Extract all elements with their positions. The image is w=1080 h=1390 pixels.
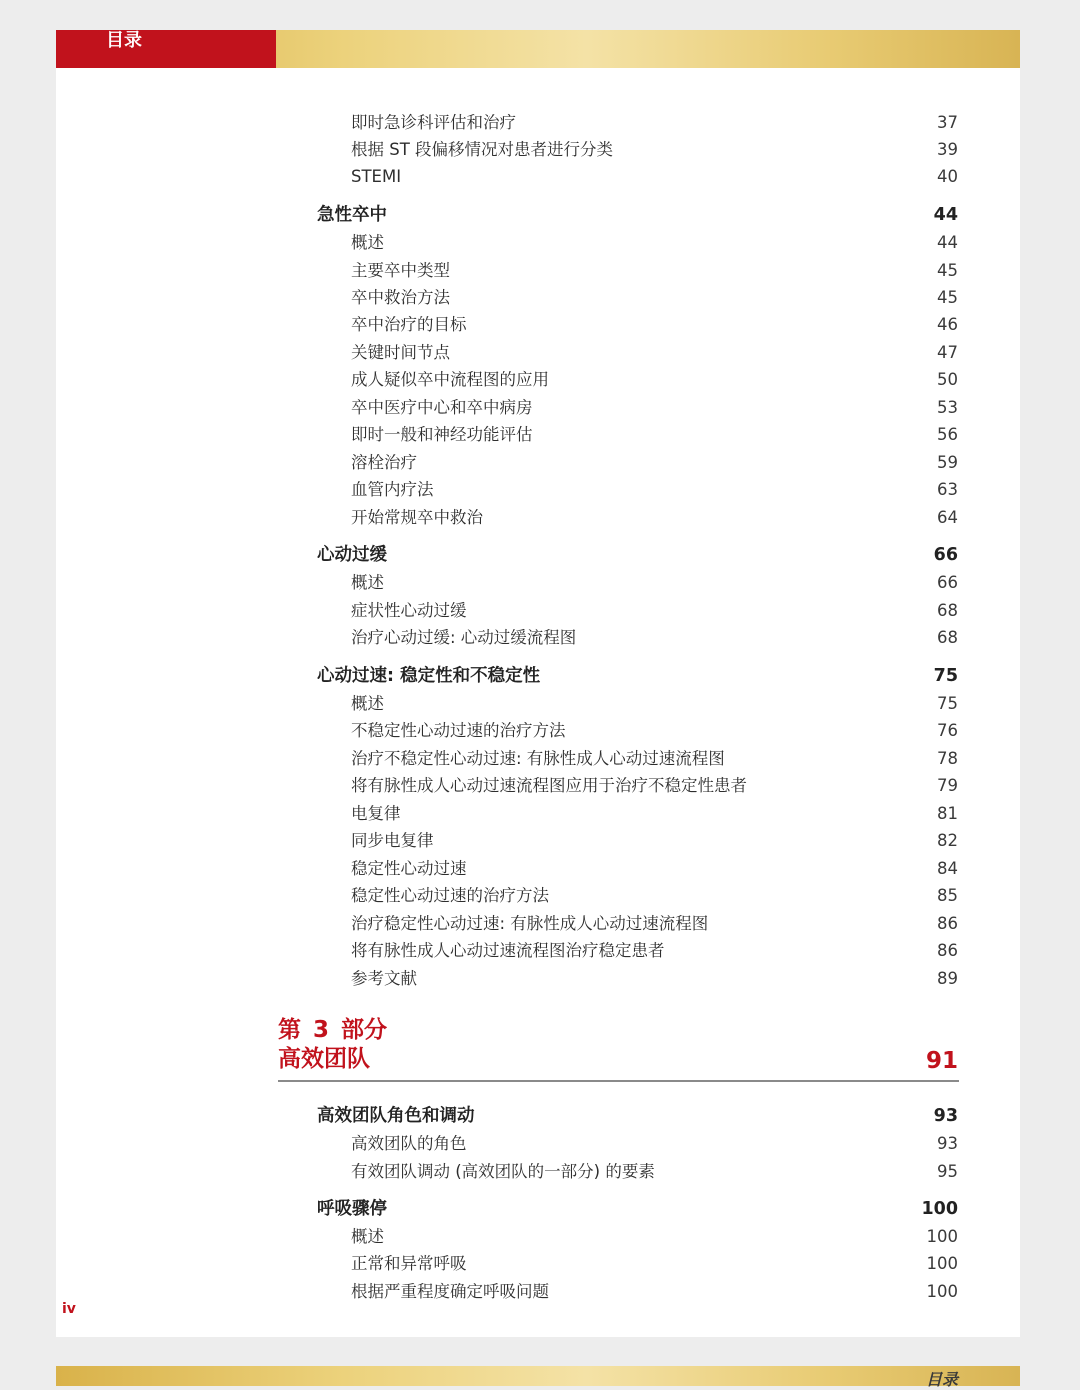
toc-entry xyxy=(56,718,1020,744)
toc-entry xyxy=(56,164,1020,190)
toc-entry-page: 86 xyxy=(937,941,958,960)
toc-entry xyxy=(56,746,1020,772)
part-page-number: 91 xyxy=(925,1048,958,1074)
toc-entry-label: 参考文献 xyxy=(351,969,417,988)
page-folio: iv xyxy=(62,1301,76,1317)
toc-entry-label: 概述 xyxy=(351,573,384,592)
toc-entry xyxy=(56,773,1020,799)
toc-entry xyxy=(56,598,1020,624)
header-bar xyxy=(56,30,1020,68)
toc-entry xyxy=(56,966,1020,992)
toc-entry-label: 开始常规卒中救治 xyxy=(351,508,483,527)
toc-entry-label: 心动过缓 xyxy=(317,545,387,565)
toc-entry-label: 关键时间节点 xyxy=(351,343,450,362)
toc-entry xyxy=(56,477,1020,503)
toc-entry-label: 概述 xyxy=(351,1227,384,1246)
toc-entry xyxy=(56,450,1020,476)
toc-entry-page: 64 xyxy=(937,508,958,527)
toc-entry-label: 卒中医疗中心和卒中病房 xyxy=(351,398,533,417)
toc-entry-page: 75 xyxy=(937,694,958,713)
toc-entry-label: 稳定性心动过速的治疗方法 xyxy=(351,886,549,905)
toc-entry-label: 概述 xyxy=(351,233,384,252)
toc-entry-page: 84 xyxy=(937,859,958,878)
toc-entry-label: 正常和异常呼吸 xyxy=(351,1254,467,1273)
toc-entry-page: 45 xyxy=(937,261,958,280)
toc-entry xyxy=(56,395,1020,421)
toc-entry-label: 呼吸骤停 xyxy=(317,1199,387,1219)
toc-entry xyxy=(56,258,1020,284)
toc-entry-label: 高效团队的角色 xyxy=(351,1134,467,1153)
toc-entry-page: 78 xyxy=(937,749,958,768)
toc-entry-page: 95 xyxy=(937,1162,958,1181)
toc-entry-page: 39 xyxy=(937,140,958,159)
toc-entry-page: 59 xyxy=(937,453,958,472)
toc-entry xyxy=(56,883,1020,909)
toc-entry-label: 成人疑似卒中流程图的应用 xyxy=(351,370,549,389)
toc-entry-label: 治疗稳定性心动过速: 有脉性成人心动过速流程图 xyxy=(351,914,709,933)
toc-entry-page: 82 xyxy=(937,831,958,850)
toc-entry-page: 53 xyxy=(937,398,958,417)
toc-entry-label: 将有脉性成人心动过速流程图治疗稳定患者 xyxy=(351,941,665,960)
toc-entry xyxy=(56,856,1020,882)
toc-entry-label: 根据 ST 段偏移情况对患者进行分类 xyxy=(351,140,614,159)
next-page-title: 目录 xyxy=(925,1370,958,1389)
toc-entry-page: 79 xyxy=(937,776,958,795)
toc-entry-page: 89 xyxy=(937,969,958,988)
toc-entry-page: 45 xyxy=(937,288,958,307)
toc-entry-page: 63 xyxy=(937,480,958,499)
toc-entry xyxy=(56,340,1020,366)
toc-entry-label: 血管内疗法 xyxy=(351,480,434,499)
toc-entry-page: 86 xyxy=(937,914,958,933)
toc-entry-label: STEMI xyxy=(351,167,402,186)
toc-entry-label: 概述 xyxy=(351,694,384,713)
toc-section-heading xyxy=(56,542,1020,568)
toc-entry-page: 56 xyxy=(937,425,958,444)
toc-entry-label: 急性卒中 xyxy=(317,205,387,225)
toc-entry-label: 心动过速: 稳定性和不稳定性 xyxy=(317,666,541,686)
toc-entry-page: 93 xyxy=(937,1134,958,1153)
toc-entry-page: 66 xyxy=(933,545,958,565)
toc-entry-label: 治疗心动过缓: 心动过缓流程图 xyxy=(351,628,577,647)
toc-entry-label: 即时一般和神经功能评估 xyxy=(351,425,533,444)
toc-entry xyxy=(56,691,1020,717)
header-red-block xyxy=(56,30,276,68)
toc-entry-page: 68 xyxy=(937,601,958,620)
toc-entry-page: 81 xyxy=(937,804,958,823)
toc-entry-label: 不稳定性心动过速的治疗方法 xyxy=(351,721,566,740)
toc-entry xyxy=(56,230,1020,256)
toc-entry-page: 46 xyxy=(937,315,958,334)
toc-entry-page: 40 xyxy=(937,167,958,186)
toc-page xyxy=(56,30,1020,1337)
toc-entry xyxy=(56,911,1020,937)
part-divider xyxy=(278,1080,959,1082)
toc-entry-label: 治疗不稳定性心动过速: 有脉性成人心动过速流程图 xyxy=(351,749,725,768)
toc-entry xyxy=(56,570,1020,596)
toc-entry-page: 75 xyxy=(933,666,958,686)
toc-entry-page: 47 xyxy=(937,343,958,362)
toc-entry-page: 85 xyxy=(937,886,958,905)
toc-entry-page: 44 xyxy=(937,233,958,252)
toc-entry xyxy=(56,1279,1020,1305)
toc-entry-label: 高效团队角色和调动 xyxy=(317,1106,475,1126)
toc-section-heading xyxy=(56,1196,1020,1222)
toc-entry xyxy=(56,137,1020,163)
toc-entry xyxy=(56,1159,1020,1185)
toc-entry-label: 电复律 xyxy=(351,804,401,823)
toc-entry xyxy=(56,1224,1020,1250)
toc-entry-page: 93 xyxy=(933,1106,958,1126)
toc-entry-label: 同步电复律 xyxy=(351,831,434,850)
toc-entry-label: 有效团队调动 (高效团队的一部分) 的要素 xyxy=(351,1162,655,1181)
toc-entry-label: 卒中救治方法 xyxy=(351,288,450,307)
toc-entry xyxy=(56,285,1020,311)
next-page-header-bar xyxy=(56,1366,1020,1389)
part-number: 第 3 部分 xyxy=(278,1017,388,1043)
toc-entry xyxy=(56,312,1020,338)
toc-entry-label: 主要卒中类型 xyxy=(351,261,450,280)
toc-section-heading xyxy=(56,1103,1020,1129)
toc-entry-label: 根据严重程度确定呼吸问题 xyxy=(351,1282,549,1301)
toc-entry-page: 100 xyxy=(926,1227,958,1246)
toc-entry-label: 即时急诊科评估和治疗 xyxy=(351,113,516,132)
toc-entry xyxy=(56,801,1020,827)
toc-entry xyxy=(56,505,1020,531)
toc-entry-page: 100 xyxy=(921,1199,958,1219)
toc-entry xyxy=(56,1251,1020,1277)
toc-entry-label: 卒中治疗的目标 xyxy=(351,315,467,334)
toc-entry-page: 50 xyxy=(937,370,958,389)
toc-entry-page: 44 xyxy=(933,205,958,225)
toc-entry xyxy=(56,367,1020,393)
toc-entry-page: 66 xyxy=(937,573,958,592)
toc-entry xyxy=(56,1131,1020,1157)
toc-entry xyxy=(56,828,1020,854)
toc-entry xyxy=(56,938,1020,964)
toc-entry xyxy=(56,625,1020,651)
toc-entry xyxy=(56,422,1020,448)
toc-entry-label: 溶栓治疗 xyxy=(351,453,417,472)
toc-section-heading xyxy=(56,202,1020,228)
toc-entry-page: 100 xyxy=(926,1254,958,1273)
toc-entry-page: 76 xyxy=(937,721,958,740)
toc-entry xyxy=(56,110,1020,136)
toc-entry-page: 37 xyxy=(937,113,958,132)
toc-entry-page: 68 xyxy=(937,628,958,647)
part-title: 高效团队 xyxy=(278,1046,370,1072)
toc-entry-label: 稳定性心动过速 xyxy=(351,859,467,878)
toc-entry-page: 100 xyxy=(926,1282,958,1301)
toc-entry-label: 将有脉性成人心动过速流程图应用于治疗不稳定性患者 xyxy=(351,776,747,795)
page-title: 目录 xyxy=(106,30,142,51)
toc-entry-label: 症状性心动过缓 xyxy=(351,601,467,620)
toc-section-heading xyxy=(56,663,1020,689)
